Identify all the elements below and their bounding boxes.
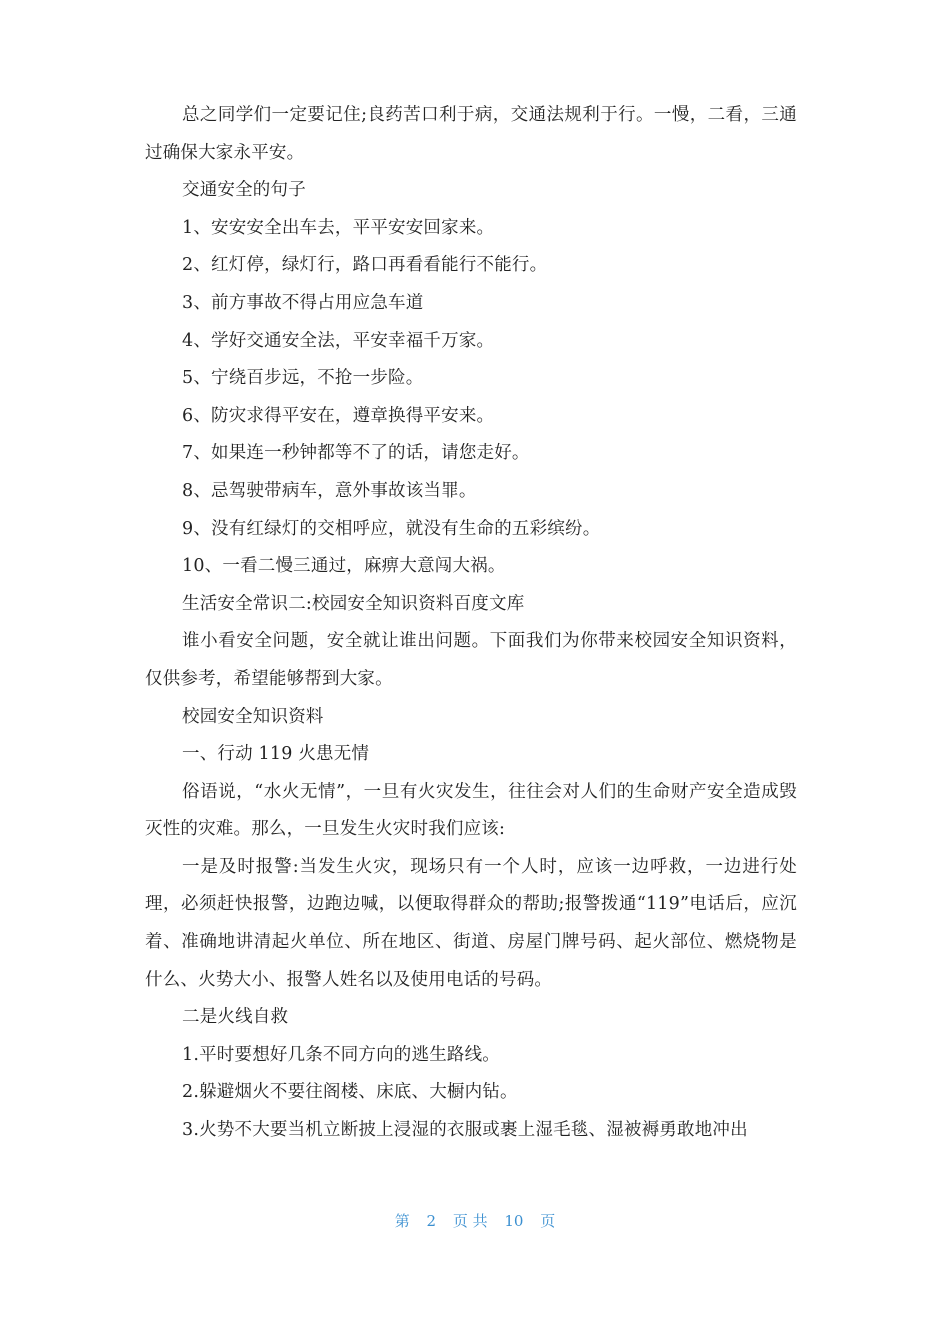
list-item: 3.火势不大要当机立断披上浸湿的衣服或裹上湿毛毯、湿被褥勇敢地冲出: [182, 1120, 748, 1141]
list-item: 1、安安安全出车去，平平安安回家来。: [182, 217, 495, 238]
paragraph: 一是及时报警:当发生火灾，现场只有一个人时，应该一边呼救，一边进行处理，必须赶快报警，边跑边喊，以便取得群众的帮助;报警拨通“119”电话后，应沉着、准确地讲清起火单位、所在地区、街道、房屋门牌号码、起火部位、燃烧物是什么、火势大小、报警人姓名以及使用电话的号码。: [145, 856, 797, 990]
list-item: 5、宁绕百步远，不抢一步险。: [182, 368, 424, 389]
paragraph: 俗语说，“水火无情”，一旦有火灾发生，往往会对人们的生命财产安全造成毁灭性的灾难。那么，一旦发生火灾时我们应该:: [145, 781, 797, 840]
paragraph: 谁小看安全问题，安全就让谁出问题。下面我们为你带来校园安全知识资料，仅供参考，希望能够帮到大家。: [145, 631, 797, 689]
list-item: 2.躲避烟火不要往阁楼、床底、大橱内钻。: [182, 1082, 518, 1103]
list-item: 2、红灯停，绿灯行，路口再看看能行不能行。: [182, 255, 548, 276]
page-footer: [0, 1210, 950, 1231]
section-heading: 校园安全知识资料: [182, 706, 324, 727]
list-item: 7、如果连一秒钟都等不了的话，请您走好。: [182, 443, 530, 464]
page-label-suffix: 页: [540, 1212, 556, 1230]
list-item: 4、学好交通安全法，平安幸福千万家。: [182, 330, 495, 351]
current-page-number: 2: [426, 1212, 437, 1230]
section-heading: 一、行动 119 火患无情: [182, 744, 370, 765]
page-label-mid: 页 共: [452, 1212, 488, 1230]
list-item: 10、一看二慢三通过，麻痹大意闯大祸。: [182, 556, 506, 577]
paragraph: 总之同学们一定要记住;良药苦口利于病，交通法规利于行。一慢，二看，三通过确保大家永平安。: [145, 105, 797, 163]
list-item: 6、防灾求得平安在，遵章换得平安来。: [182, 405, 495, 426]
list-item: 8、忌驾驶带病车，意外事故该当罪。: [182, 480, 477, 501]
section-heading: 交通安全的句子: [182, 180, 306, 201]
document-body: [145, 97, 797, 1150]
list-item: 3、前方事故不得占用应急车道: [182, 292, 424, 313]
total-pages-number: 10: [504, 1212, 524, 1230]
section-heading: 生活安全常识二:校园安全知识资料百度文库: [182, 593, 525, 614]
section-heading: 二是火线自救: [182, 1007, 289, 1028]
page-label-prefix: 第: [394, 1212, 410, 1230]
list-item: 9、没有红绿灯的交相呼应，就没有生命的五彩缤纷。: [182, 518, 601, 539]
list-item: 1.平时要想好几条不同方向的逃生路线。: [182, 1044, 500, 1065]
